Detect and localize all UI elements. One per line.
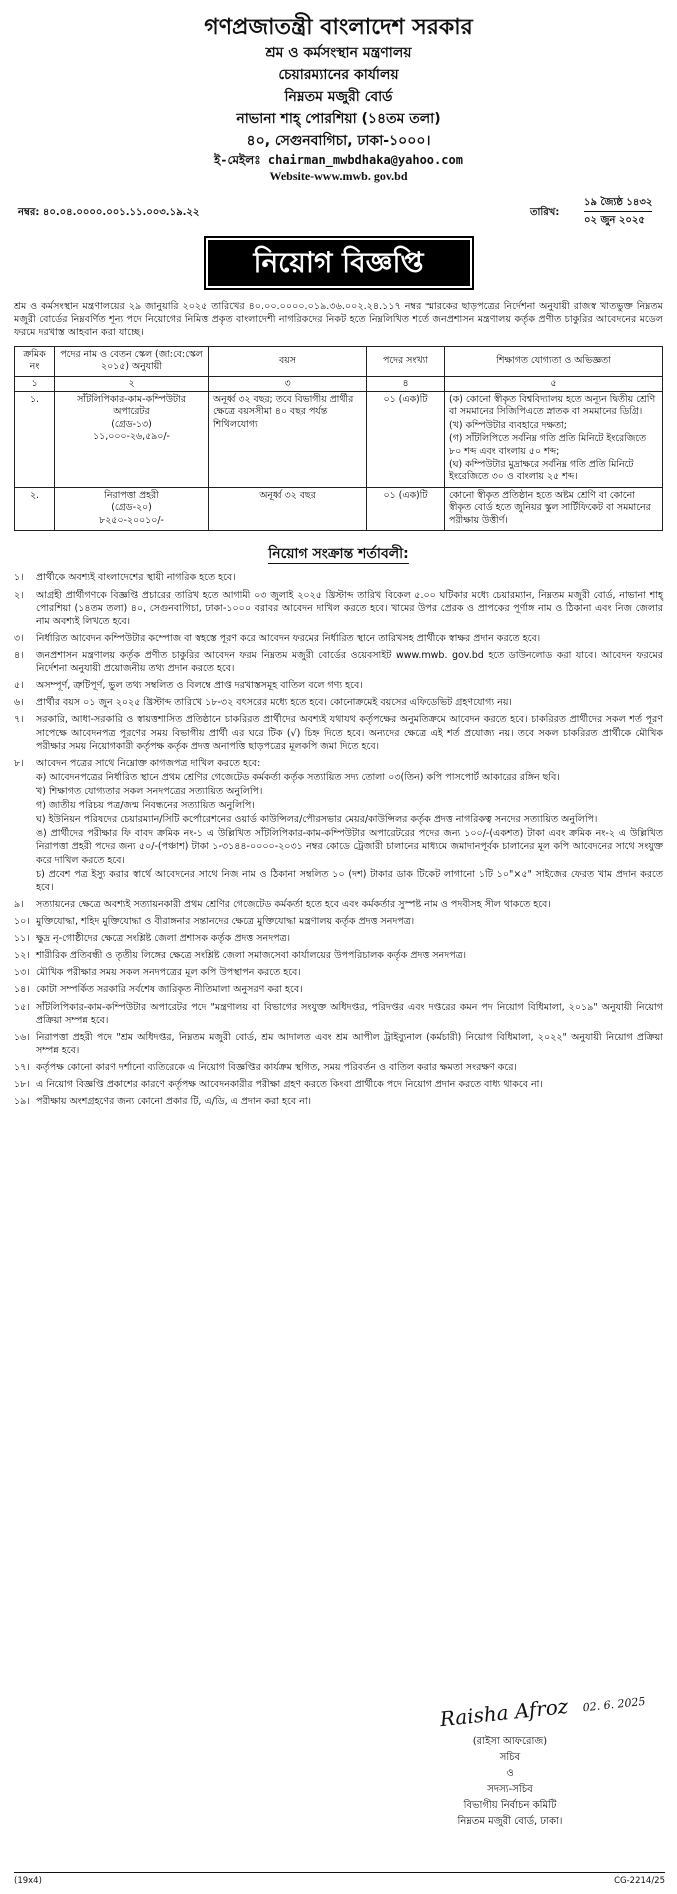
table-row: [15, 391, 663, 487]
col-number: ১: [15, 376, 55, 391]
condition-text: কোটা সম্পর্কিত সরকারি সর্বশেষ জারিকৃত নীতিমালা অনুসরণ করা হবে।: [36, 984, 303, 996]
qualification-cell: [445, 391, 663, 487]
condition-text: শারীরিক প্রতিবন্ধী ও তৃতীয় লিঙ্গের ক্ষেত্রে সংশ্লিষ্ট জেলা সমাজসেবা কার্যালয়ের উপপরিচালক কর্তৃক প্রদত্ত সনদপত্র।: [36, 950, 467, 962]
signatory-name: (রাইসা আফরোজ): [472, 1736, 548, 1747]
header-age: বয়স: [209, 346, 367, 376]
condition-text: নির্ধারিত আবেদন কম্পিউটার কম্পোজ বা স্বহস্তে পূরণ করে আবেদন ফরমের নির্ধারিত স্থানে তারিখসহ প্রার্থীকে স্বাক্ষর প্রদান করতে হবে।: [36, 632, 541, 644]
condition-subitem: ঙ) প্রার্থীদের পরীক্ষার ফি বাবদ ক্রমিক নং-১ এ উল্লিখিত সাঁটলিপিকার-কাম-কম্পিউটার অপারেটরের পদের জন্য ১০০/-(একশত) টাকা এবং ক্রমিক নং-২ এ উল্লিখিত নিরাপত্তা প্রহরী পদের জন্য ৫০/-(পঞ্চাশ) টাকা ১-৩১৪৪-০০০০-২০৩১ নম্বর কোডে ট্রেজারী চালানের মাধ্যমে জমাদানপূর্বক চালানের মূল কপি আবেদনের সাথে সংযুক্ত করে দাখিল করতে হবে।: [36, 828, 663, 866]
condition-item: [14, 966, 663, 979]
condition-number: ১৮।: [14, 1079, 30, 1091]
post-name: নিরাপত্তা প্রহরী: [104, 489, 159, 501]
qualification-item: (গ) সাঁটলিপিতে সর্বনিম্ন গতি প্রতি মিনিটে ইংরেজিতে ৮০ শব্দ এবং বাংলায় ৫০ শব্দ;: [449, 433, 647, 457]
condition-item: [14, 679, 663, 692]
condition-text: প্রার্থীকে অবশ্যই বাংলাদেশের স্থায়ী নাগরিক হতে হবে।: [36, 572, 236, 584]
email: ই-মেইলঃ chairman_mwbdhaka@yahoo.com: [214, 153, 463, 167]
office-name: চেয়ারম্যানের কার্যালয়: [278, 67, 399, 83]
condition-number: ৪।: [14, 650, 24, 661]
conditions-list: [14, 571, 663, 1108]
date-bangla: ১৯ জ্যৈষ্ঠ ১৪৩২: [584, 194, 652, 212]
condition-subitem: ঘ) ইউনিয়ন পরিষদের চেয়ারম্যান/সিটি কর্পোরেশনের ওয়ার্ড কাউন্সিলর/পৌরসভার মেয়র/কাউন্সিলর কর্তৃক প্রদত্ত নাগরিকত্ব সনদের সত্যায়িত অনুলিপি।: [36, 814, 598, 826]
qualification-item: (ক) কোনো স্বীকৃত বিশ্ববিদ্যালয় হতে অন্যূন দ্বিতীয় শ্রেণি বা সমমানের সিজিপিএতে স্নাতক বা সমমানের ডিগ্রি।: [449, 393, 656, 418]
footer-code-left: (19x4): [14, 1876, 42, 1886]
row-serial: ২.: [15, 487, 55, 530]
post-cell: [55, 391, 209, 487]
date-label: তারিখ:: [530, 207, 560, 218]
condition-subitem: গ) জাতীয় পরিচয় পত্র/জন্ম নিবন্ধনের সত্যায়িত অনুলিপি।: [36, 800, 255, 812]
qualification-item: (ঘ) কম্পিউটার মুদ্রাক্ষরে সর্বনিম্ন গতি প্রতি মিনিটে ইংরেজিতে ৩০ ও বাংলায় ২৫ শব্দ।: [449, 458, 634, 483]
condition-number: ২।: [14, 589, 24, 601]
condition-text: নিরাপত্তা প্রহরী পদে "শ্রম অধিদপ্তর, নিম্নতম মজুরী বোর্ড, শ্রম আদালত এবং শ্রম আপীল ট্রাইব্যুনাল (কর্মচারী) নিয়োগ বিধিমালা, ২০২২" অনুযায়ী নিয়োগ প্রক্রিয়া সম্পন্ন হবে।: [36, 1031, 663, 1056]
condition-number: ১।: [14, 572, 24, 584]
signatory-committee: বিভাগীয় নির্বাচন কমিটি: [463, 1800, 557, 1811]
condition-item: [14, 649, 663, 675]
condition-number: ১৪।: [14, 984, 30, 996]
condition-text: আগ্রহী প্রার্থীগণকে বিজ্ঞপ্তি প্রচারের তারিখ হতে আগামী ০৩ জুলাই ২০২৫ খ্রিস্টাব্দ তারিখ বিকেল ৫.০০ ঘটিকার মধ্যে চেয়ারম্যান, নিম্নতম মজুরী বোর্ড, নাভানা শাহ্ পোরশিয়া (১৪তম তলা) ৪০, সেগুনবাগিচা, ঢাকা-১০০০ বরাবর আবেদন দাখিল করতে হবে। খামের উপর প্রেরক ও প্রাপকের পূর্ণাঙ্গ নাম ও ঠিকানা এবং নিজ জেলার নাম অবশ্যই লিখতে হবে।: [36, 589, 663, 627]
post-grade: (গ্রেড-২০): [111, 502, 152, 514]
signatory-and: ও: [506, 1768, 514, 1779]
condition-item: [14, 1095, 663, 1108]
date-english: ০২ জুন ২০২৫: [584, 215, 645, 226]
signature-script: Raisha Afroz: [438, 1693, 570, 1732]
signature-block: [360, 1693, 660, 1830]
signatory-office: নিম্নতম মজুরী বোর্ড, ঢাকা।: [457, 1816, 563, 1827]
row-serial: ১.: [15, 391, 55, 487]
header-post: পদের নাম ও বেতন স্কেল (জা:বে:স্কেল ২০১৫) অনুযায়ী: [55, 346, 209, 376]
condition-number: ১২।: [14, 950, 30, 962]
post-cell: [55, 487, 209, 530]
condition-text: সাঁটলিপিকার-কাম-কম্পিউটার অপারেটর পদে "মন্ত্রণালয় বা বিভাগের সংযুক্ত অধিদপ্তর, পরিদপ্তর এবং দপ্তরের কমন পদ নিয়োগ বিধিমালা, ২০১৯" অনুযায়ী নিয়োগ প্রক্রিয়া সম্পন্ন হবে।: [36, 1001, 663, 1026]
col-number: ৪: [367, 376, 445, 391]
condition-subitem: খ) শিক্ষাগত যোগ্যতার সকল সনদপত্রের সত্যায়িত অনুলিপি।: [36, 785, 263, 797]
footer-divider: [14, 1872, 665, 1873]
condition-item: [14, 696, 663, 709]
reference-row: [14, 190, 663, 234]
condition-subitem: চ) প্রবেশ পত্র ইস্যু করার স্বার্থে আবেদনের সাথে নিজ নাম ও ঠিকানা সম্বলিত ১০ (দশ) টাকার ডাক টিকেট লাগানো ১টি ১০"×৫" সাইজের ফেরত খাম প্রদান করতে হবে।: [36, 868, 663, 893]
condition-number: ৫।: [14, 680, 24, 692]
condition-item: [14, 632, 663, 645]
col-number: ৫: [445, 376, 663, 391]
date-block: [584, 194, 652, 229]
condition-text: অসম্পূর্ণ, ত্রুটিপূর্ণ, ভুল তথ্য সম্বলিত ও বিলম্বে প্রাপ্ত দরখাস্তসমূহ বাতিল বলে গণ্য হবে।: [36, 680, 363, 692]
qualification-cell: [445, 487, 663, 530]
post-grade: (গ্রেড-১৩): [111, 418, 152, 430]
condition-item: [14, 589, 663, 628]
condition-text: জনপ্রশাসন মন্ত্রণালয় কর্তৃক প্রণীত চাকুরির আবেদন ফরম নিম্নতম মজুরী বোর্ডের ওয়েবসাইট www.mwb. gov.bd হতে ডাউনলোড করা যাবে। আবেদন ফরমের নির্দেশনা অনুযায়ী প্রয়োজনীয় তথ্য প্রদান করতে হবে।: [36, 650, 663, 675]
condition-number: ৬।: [14, 697, 24, 709]
condition-text: মৌখিক পরীক্ষার সময় সকল সনদপত্রের মূল কপি উপস্থাপন করতে হবে।: [36, 967, 301, 979]
condition-text: ক্ষুদ্র নৃ-গোষ্ঠীদের ক্ষেত্রে সংশ্লিষ্ট জেলা প্রশাসক কর্তৃক প্রদত্ত সনদপত্র।: [36, 933, 291, 945]
signature-date: 02. 6. 2025: [582, 1694, 647, 1715]
condition-item: [14, 932, 663, 945]
letterhead: [14, 14, 663, 184]
condition-text: পরীক্ষায় অংশগ্রহণের জন্য কোনো প্রকার টি, এ/ডি, এ প্রদান করা হবে না।: [36, 1096, 311, 1108]
condition-number: ১৫।: [14, 1001, 30, 1013]
qualification-item: (খ) কম্পিউটার ব্যবহারে দক্ষতা;: [449, 419, 567, 431]
condition-text: এ নিয়োগ বিজ্ঞপ্তি প্রকাশের কারণে কর্তৃপক্ষ আবেদনকারীর পরীক্ষা গ্রহণ করতে কিংবা প্রার্থীকে পদে নিয়োগ প্রদান করতে বাধ্য থাকবে না।: [36, 1079, 543, 1091]
post-scale: ১১,০০০-২৬,৫৯০/-: [93, 431, 170, 443]
condition-item: [14, 915, 663, 928]
condition-item: [14, 983, 663, 996]
ministry-name: শ্রম ও কর্মসংস্থান মন্ত্রণালয়: [265, 45, 412, 61]
signatory-title: সচিব: [499, 1752, 521, 1763]
condition-item: [14, 713, 663, 752]
vacancy-table: [14, 346, 663, 531]
condition-item: [14, 1031, 663, 1057]
condition-number: ১৬।: [14, 1031, 30, 1043]
condition-item: [14, 1001, 663, 1027]
column-number-row: [15, 376, 663, 391]
building-name: নাভানা শাহ্ পোরশিয়া (১৪তম তলা): [236, 111, 441, 127]
condition-text: মুক্তিযোদ্ধা, শহিদ মুক্তিযোদ্ধা ও বীরাঙ্গনার সন্তানদের ক্ষেত্রে মুক্তিযোদ্ধা মন্ত্রণালয় কর্তৃক প্রদত্ত সনদপত্র।: [36, 915, 415, 927]
notice-title: নিয়োগ বিজ্ঞপ্তি: [208, 240, 470, 286]
conditions-heading-text: নিয়োগ সংক্রান্ত শর্তাবলী:: [268, 545, 409, 562]
footer-code-right: CG-2214/25: [614, 1876, 665, 1886]
col-number: ২: [55, 376, 209, 391]
condition-number: ৭।: [14, 714, 24, 726]
count-cell: ০১ (এক)টি: [367, 391, 445, 487]
condition-body: [36, 757, 663, 894]
table-row: [15, 487, 663, 530]
website: Website-www.mwb. gov.bd: [269, 169, 408, 183]
condition-item: [14, 898, 663, 911]
condition-text: আবেদন পত্রের সাথে নিম্নোক্ত কাগজপত্র দাখিল করতে হবে:: [36, 757, 261, 769]
table-header-row: [15, 346, 663, 376]
intro-paragraph: শ্রম ও কর্মসংস্থান মন্ত্রণালয়ের ২৯ জানুয়ারি ২০২৫ তারিখের ৪০.০০.০০০০.০১৯.৩৬.০০২.২৪.১১৭ নম্বর স্মারকের ছাড়পত্রের নির্দেশনা অনুযায়ী রাজস্ব খাতভুক্ত নিম্নতম মজুরী বোর্ডের নিম্নবর্ণিত শূন্য পদে নিয়োগের নিমিত্ত প্রকৃত বাংলাদেশী নাগরিকদের নিকট হতে নিম্নলিখিত শর্তে জনপ্রশাসন মন্ত্রণালয় কর্তৃক প্রণীত চাকুরির আবেদনের মডেল ফরমে দরখাস্ত আহবান করা যাচ্ছে।: [14, 301, 663, 339]
government-name: গণপ্রজাতন্ত্রী বাংলাদেশ সরকার: [204, 15, 473, 40]
conditions-heading: [14, 545, 663, 563]
condition-item: [14, 757, 663, 894]
condition-number: ৩।: [14, 632, 24, 644]
col-number: ৩: [209, 376, 367, 391]
post-name: সাঁটলিপিকার-কাম-কম্পিউটার অপারেটর: [77, 393, 186, 418]
condition-text: সরকারি, আধা-সরকারি ও স্বায়ত্তশাসিত প্রতিষ্ঠানে চাকরিরত প্রার্থীদের অবশ্যই যথাযথ কর্তৃপক্ষের অনুমতিক্রমে আবেদন করতে হবে। চাকরিরত প্রার্থীদের সকল শর্ত পূরণ সাপেক্ষে আবেদনপত্র পূরণের সময় বিভাগীয় প্রার্থী এর ঘরে টিক (√) চিহ্ন দিতে হবে। অন্যদের ক্ষেত্রে এই শর্ত প্রযোজ্য নয়। তবে সকল চাকরিরত প্রার্থীকে মৌখিক পরীক্ষার সময় নিয়োগকারী কর্তৃপক্ষ কর্তৃক প্রদত্ত অনাপত্তি ছাড়পত্রের মূলকপি জমা দিতে হবে।: [36, 714, 663, 752]
signatory-title: সদস্য-সচিব: [487, 1784, 533, 1795]
header-count: পদের সংখ্যা: [367, 346, 445, 376]
condition-number: ১১।: [14, 933, 30, 945]
address: ৪০, সেগুনবাগিচা, ঢাকা-১০০০।: [246, 133, 431, 149]
condition-item: [14, 571, 663, 584]
condition-number: ৯।: [14, 898, 24, 910]
condition-item: [14, 1061, 663, 1074]
memo-number: নম্বর: ৪০.০৪.০০০০.০০১.১১.০০৩.১৯.২২: [18, 207, 200, 218]
condition-text: কর্তৃপক্ষ কোনো কারণ দর্শানো ব্যতিরেকে এ নিয়োগ বিজ্ঞপ্তির কার্যক্রম স্থগিত, সময় পরিবর্তন ও বাতিল করার ক্ষমতা সংরক্ষণ করে।: [36, 1061, 517, 1073]
condition-number: ১৭।: [14, 1061, 30, 1073]
condition-item: [14, 1078, 663, 1091]
count-cell: ০১ (এক)টি: [367, 487, 445, 530]
condition-number: ১৩।: [14, 967, 30, 979]
condition-number: ১৯।: [14, 1096, 30, 1108]
condition-subitem: ক) আবেদনপত্রের নির্ধারিত স্থানে প্রথম শ্রেণির গেজেটেড কর্মকর্তা কর্তৃক সত্যায়িত সদ্য তোলা ০৩(তিন) কপি পাসপোর্ট আকারের রঙ্গিন ছবি।: [36, 771, 560, 783]
condition-text: প্রার্থীর বয়স ০১ জুন ২০২৫ খ্রিস্টাব্দ তারিখে ১৮-৩২ বৎসরের মধ্যে হতে হবে। কোনোক্রমেই বয়সের এফিডেভিট গ্রহণযোগ্য নয়।: [36, 697, 512, 709]
age-cell: অনূর্ধ্ব ৩২ বছর; তবে বিভাগীয় প্রার্থীর ক্ষেত্রে বয়সসীমা ৪০ বছর পর্যন্ত শিথিলযোগ্য: [209, 391, 367, 487]
header-qualification: শিক্ষাগত যোগ্যতা ও অভিজ্ঞতা: [445, 346, 663, 376]
header-serial: ক্রমিক নং: [15, 346, 55, 376]
qualification-item: কোনো স্বীকৃত প্রতিষ্ঠান হতে অষ্টম শ্রেণি বা কোনো স্বীকৃত বোর্ড হতে জুনিয়র স্কুল সার্টিফিকেট বা সমমানের পরীক্ষায় উত্তীর্ণ।: [449, 489, 651, 526]
condition-text: সত্যায়নের ক্ষেত্রে অবশ্যই সত্যায়নকারী প্রথম শ্রেণির গেজেটেড কর্মকর্তা হতে হবে এবং কর্মকর্তার সুস্পষ্ট নাম ও পদবীসহ সীল থাকতে হবে।: [36, 898, 551, 910]
board-name: নিম্নতম মজুরী বোর্ড: [284, 89, 393, 105]
age-cell: অনূর্ধ্ব ৩২ বছর: [209, 487, 367, 530]
condition-number: ১০।: [14, 915, 30, 927]
condition-number: ৮।: [14, 757, 24, 769]
condition-item: [14, 949, 663, 962]
post-scale: ৮২৫০-২০০১০/-: [99, 514, 164, 526]
